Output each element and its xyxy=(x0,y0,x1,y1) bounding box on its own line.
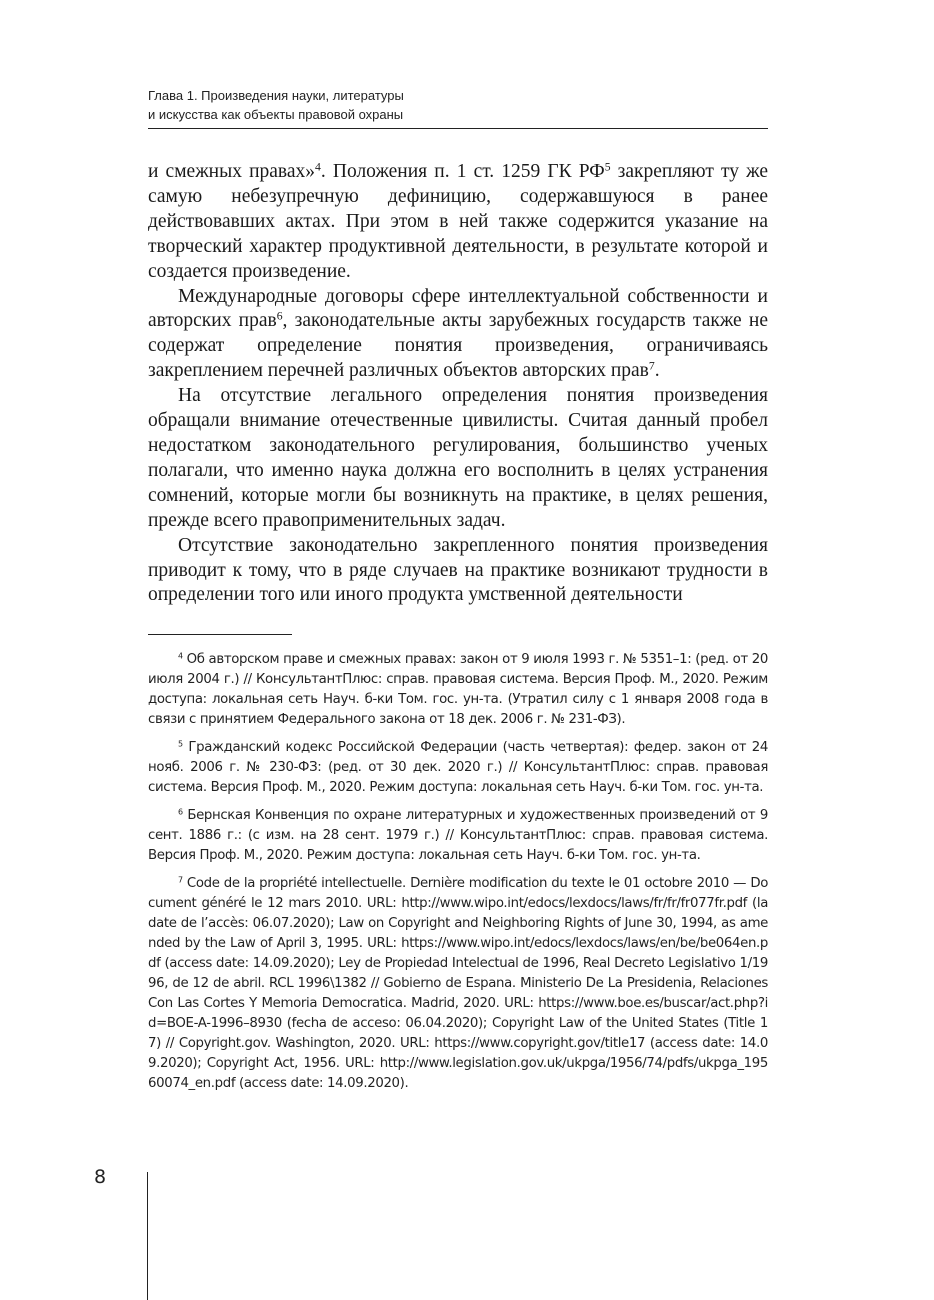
paragraph-2-part-c: . xyxy=(654,360,660,382)
paragraph-1-part-a: и смежных правах» xyxy=(148,161,316,182)
footnote-text: Code de la propriété intellectuelle. Dernière modification du texte le 01 octobre 2010 — Document généré le 12 mars 2010. URL: http://www.wipo.int/edocs/lexdocs/laws/fr/fr/fr077fr.pdf (la date de l’accès: 06.07.2020); Law on Copyright and Neighboring Rights of June 30, 1994, as amended by the Law of April 3, 1995. URL: https://www.wipo.int/edocs/lexdocs/laws/en/be/be064en.pdf (access date: 14.09.2020); Ley de Propiedad Intelectual de 1996, Real Decreto Legislativo 1/1996, de 12 de abril. RCL 1996\1382 // Gobierno de Espana. Ministerio De La Presidenia, Relaciones Con Las Cortes Y Memoria Democratica. Madrid, 2020. URL: https://www.boe.es/buscar/act.php?id=BOE-A-1996–8930 (fecha de acceso: 06.04.2020); Copyright Law of the United States (Title 17) // Copyright.gov. Washington, 2020. URL: https://www.copyright.gov/title17 (access date: 14.09.2020); Copyright Act, 1956. URL: http://www.legislation.gov.uk/ukpga/1956/74/pdfs/ukpga_19560074_en.pdf (access date: 14.09.2020). xyxy=(148,876,768,1091)
footnote-text: Гражданский кодекс Российской Федерации (часть четвертая): федер. закон от 24 нояб. 2006 г. № 230-ФЗ: (ред. от 30 дек. 2020 г.) // КонсультантПлюс: справ. правовая система. Версия Проф. М., 2020. Режим доступа: локальная сеть Науч. б-ки Том. гос. ун-та. xyxy=(148,740,768,795)
footnote-number: 6 xyxy=(178,807,183,817)
footnote-ref-5: 5 xyxy=(604,160,611,174)
paragraph-2 xyxy=(148,285,768,385)
footnote-number: 4 xyxy=(178,651,183,661)
paragraph-1-part-c: закрепляют ту же самую небезупречную дефиницию, содержавшуюся в ранее действовавших актах. При этом в ней также содержится указание на творческий характер продуктивной деятельности, в результате которой и создается произведение. xyxy=(148,161,769,282)
paragraph-2-part-b: , законодательные акты зарубежных государств также не содержат определение понятия произведения, ограничиваясь закреплением перечней различных объектов авторских прав xyxy=(148,310,768,382)
page-number: 8 xyxy=(94,1166,107,1188)
footnote-5 xyxy=(148,738,768,798)
footnote-number: 7 xyxy=(178,875,183,885)
paragraph-3: На отсутствие легального определения понятия произведения обращали внимание отечественные цивилисты. Считая данный пробел недостатком законодательного регулирования, большинство ученых полагали, что именно наука должна его восполнить в целях устранения сомнений, которые могли бы возникнуть на практике, в целях решения, прежде всего правоприменительных задач. xyxy=(148,385,768,531)
footnote-6 xyxy=(148,806,768,866)
paragraph-1-part-b: . Положения п. 1 ст. 1259 ГК РФ xyxy=(320,161,605,182)
paragraph-4: Отсутствие законодательно закрепленного понятия произведения приводит к тому, что в ряде случаев на практике возникают трудности в определении того или иного продукта умственной деятельности xyxy=(148,534,768,606)
footnote-number: 5 xyxy=(178,739,183,749)
footnote-7 xyxy=(148,874,768,1094)
header-rule xyxy=(148,128,768,129)
footnote-ref-4: 4 xyxy=(315,160,321,174)
margin-rule xyxy=(147,1172,148,1300)
footnote-text: Бернская Конвенция по охране литературных и художественных произведений от 9 сент. 1886 г.: (с изм. на 28 сент. 1979 г.) // КонсультантПлюс: справ. правовая система. Версия Проф. М., 2020. Режим доступа: локальная сеть Науч. б-ки Том. гос. ун-та. xyxy=(148,808,768,863)
footnotes xyxy=(148,650,768,1102)
footnote-ref-6: 6 xyxy=(276,310,283,324)
paragraph-1 xyxy=(148,160,768,285)
footnote-rule xyxy=(148,634,292,635)
footnote-ref-7: 7 xyxy=(648,359,655,373)
footnote-text: Об авторском праве и смежных правах: закон от 9 июля 1993 г. № 5351–1: (ред. от 20 июля 2004 г.) // КонсультантПлюс: справ. правовая система. Версия Проф. М., 2020. Режим доступа: локальная сеть Науч. б-ки Том. гос. ун-та. (Утратил силу с 1 января 2008 года в связи с принятием Федерального закона от 18 дек. 2006 г. № 231-ФЗ). xyxy=(148,652,768,727)
paragraph-2-part-a: Международные договоры сфере интеллектуальной собственности и авторских прав xyxy=(148,285,768,332)
running-head-line-1: Глава 1. Произведения науки, литературы xyxy=(148,88,404,103)
footnote-4 xyxy=(148,650,768,730)
body-text xyxy=(148,160,768,608)
running-head-line-2: и искусства как объекты правовой охраны xyxy=(148,107,404,122)
running-head xyxy=(148,86,768,124)
